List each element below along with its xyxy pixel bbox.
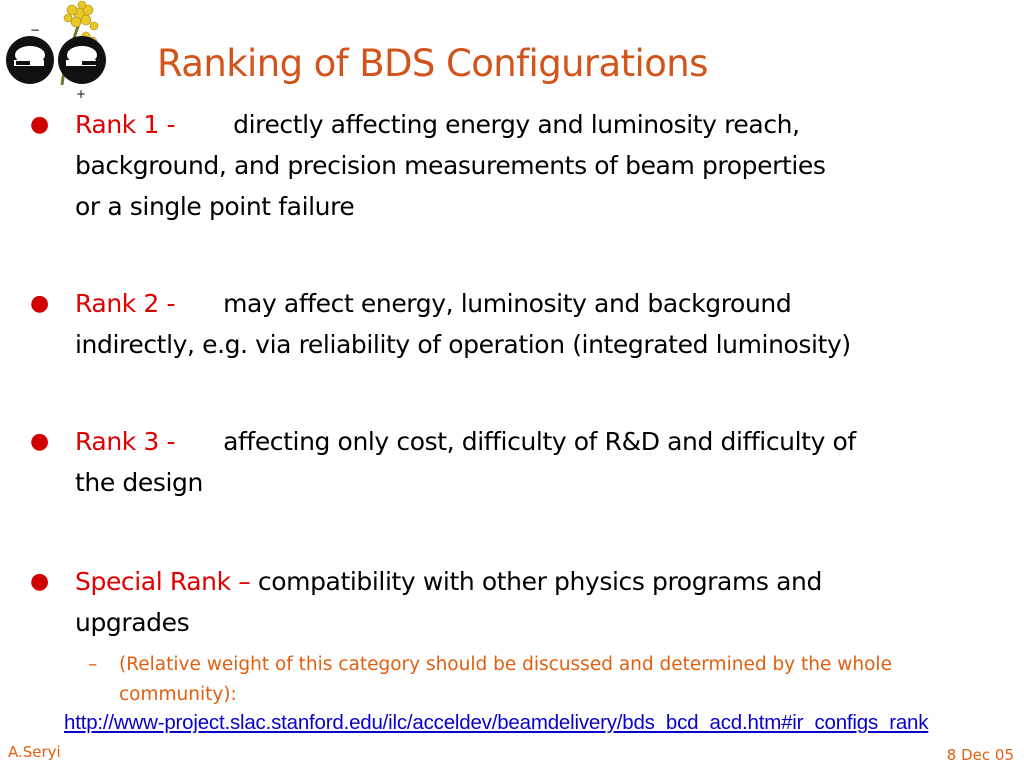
bullet-text: directly affecting energy and luminosity reach,: [233, 110, 800, 139]
rank-label: Rank 2 -: [75, 289, 176, 318]
bullet-line: [75, 104, 1000, 145]
bullet-line: [75, 561, 1000, 602]
bullet-dot: ●: [30, 569, 49, 594]
rank-label: Rank 1 -: [75, 110, 176, 139]
svg-text:+: +: [76, 87, 87, 100]
bullet-line: the design: [75, 468, 203, 497]
slide-title: Ranking of BDS Configurations: [157, 42, 708, 85]
bullet-line: indirectly, e.g. via reliability of operation (integrated luminosity): [75, 330, 851, 359]
bullet-dot: ●: [30, 112, 49, 137]
configs-rank-link[interactable]: http://www-project.slac.stanford.edu/ilc/acceldev/beamdelivery/bds_bcd_acd.htm#ir_configs_rank: [64, 711, 929, 734]
svg-text:−: −: [30, 23, 41, 37]
bullet-text: compatibility with other physics programs and: [257, 567, 822, 596]
bullet-line: or a single point failure: [75, 192, 355, 221]
sub-bullet-line: community):: [119, 684, 237, 705]
bullet-line: upgrades: [75, 608, 190, 637]
bullet-line: [75, 283, 1000, 324]
sub-bullet-dash: –: [88, 654, 98, 675]
sub-bullet-line: (Relative weight of this category should be discussed and determined by the whole: [119, 654, 892, 675]
rank-label: Special Rank –: [75, 567, 251, 596]
footer-date: 8 Dec 05: [946, 746, 1014, 764]
ee-logo-graphic: [2, 0, 114, 100]
bullet-text: affecting only cost, difficulty of R&D and difficulty of: [223, 427, 856, 456]
ee-logo: [2, 0, 114, 100]
bullet-text: may affect energy, luminosity and background: [223, 289, 792, 318]
bullet-dot: ●: [30, 429, 49, 454]
rank-label: Rank 3 -: [75, 427, 176, 456]
footer-author: A.Seryi: [8, 743, 61, 761]
bullet-line: [75, 421, 1000, 462]
bullet-line: background, and precision measurements of beam properties: [75, 151, 826, 180]
bullet-dot: ●: [30, 291, 49, 316]
